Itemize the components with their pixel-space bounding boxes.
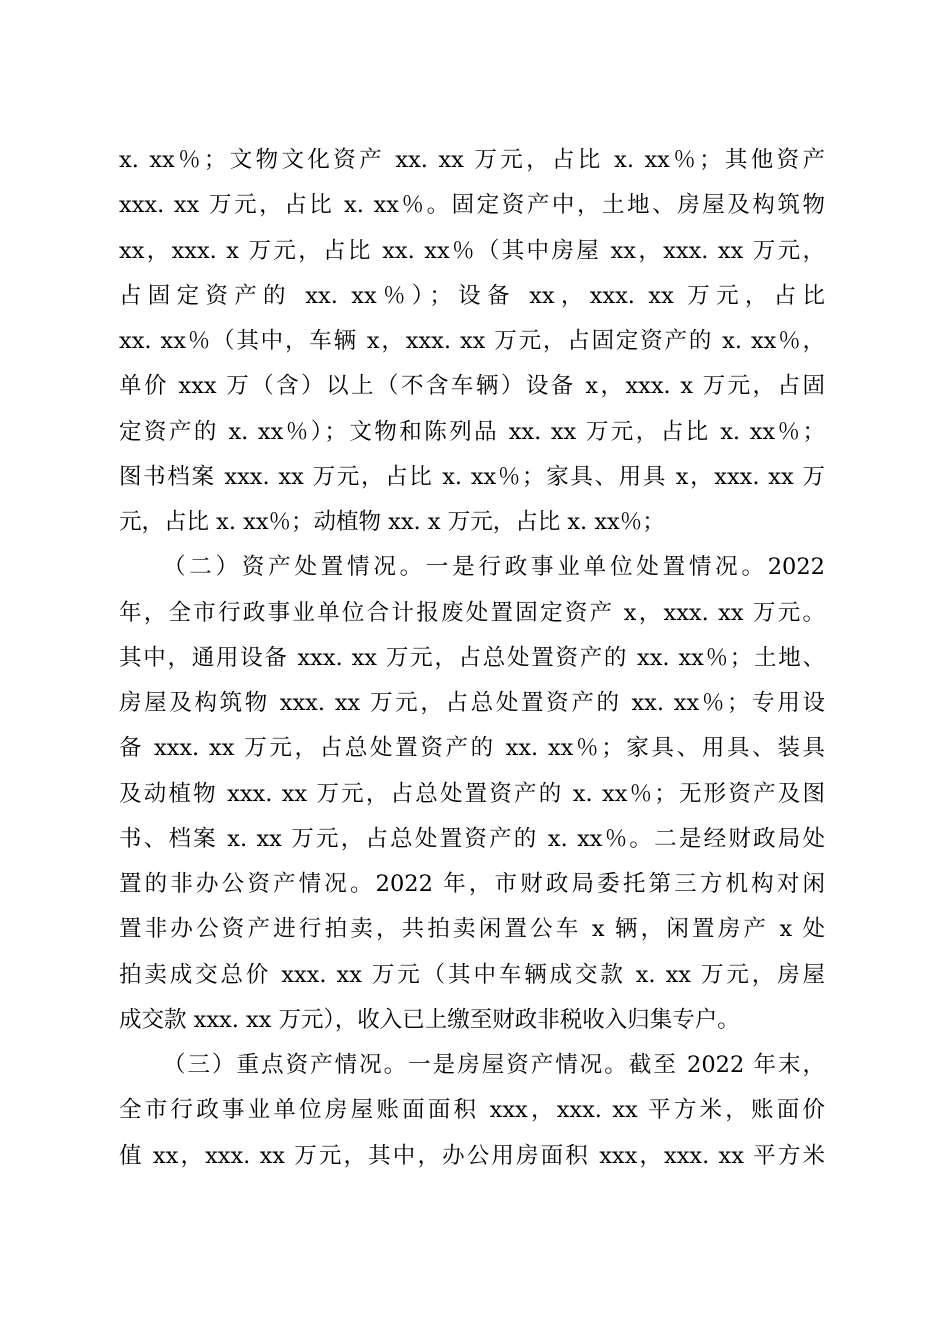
text-line: 置的非办公资产情况。2022 年，市财政局委托第三方机构对闲 xyxy=(119,871,825,897)
text-line: 置非办公资产进行拍卖，共拍卖闲置公车 x 辆，闲置房产 x 处 xyxy=(119,916,825,942)
text-line: xx，xxx. x 万元，占比 xx. xx％（其中房屋 xx，xxx. xx 万元， xyxy=(119,238,825,264)
text-line: 定资产的 x. xx％）；文物和陈列品 xx. xx 万元，占比 x. xx％； xyxy=(119,419,825,445)
text-line: 拍卖成交总价 xxx. xx 万元（其中车辆成交款 x. xx 万元，房屋 xyxy=(119,962,825,988)
text-line: 备 xxx. xx 万元，占总处置资产的 xx. xx％；家具、用具、装具 xyxy=(119,735,825,761)
section-heading-line: （二）资产处置情况。一是行政事业单位处置情况。2022 xyxy=(163,554,825,580)
text-line: 成交款 xxx. xx 万元），收入已上缴至财政非税收入归集专户。 xyxy=(119,1007,740,1033)
text-line: xxx. xx 万元，占比 x. xx％。固定资产中，土地、房屋及构筑物 xyxy=(119,192,825,218)
text-line: 单价 xxx 万（含）以上（不含车辆）设备 x，xxx. x 万元，占固 xyxy=(119,373,825,399)
section-heading-line: （三）重点资产情况。一是房屋资产情况。截至 2022 年末， xyxy=(163,1052,825,1078)
text-line: 元，占比 x. xx％；动植物 xx. x 万元，占比 x. xx％； xyxy=(119,509,665,535)
text-line: 年，全市行政事业单位合计报废处置固定资产 x，xxx. xx 万元。 xyxy=(119,600,825,626)
text-line: 其中，通用设备 xxx. xx 万元，占总处置资产的 xx. xx％；土地、 xyxy=(119,645,825,671)
text-line: 全市行政事业单位房屋账面面积 xxx，xxx. xx 平方米，账面价 xyxy=(119,1097,825,1123)
text-line: x. xx％；文物文化资产 xx. xx 万元，占比 x. xx％；其他资产 xyxy=(119,147,825,173)
text-line: 书、档案 x. xx 万元，占总处置资产的 x. xx％。二是经财政局处 xyxy=(119,826,825,852)
text-line: 及动植物 xxx. xx 万元，占总处置资产的 x. xx％；无形资产及图 xyxy=(119,781,825,807)
text-line: 值 xx，xxx. xx 万元，其中，办公用房面积 xxx，xxx. xx 平方米 xyxy=(119,1143,825,1169)
text-line: xx. xx％（其中，车辆 x，xxx. xx 万元，占固定资产的 x. xx％， xyxy=(119,328,825,354)
text-line: 图书档案 xxx. xx 万元，占比 x. xx％；家具、用具 x，xxx. xx 万 xyxy=(119,464,825,490)
text-line: 房屋及构筑物 xxx. xx 万元，占总处置资产的 xx. xx％；专用设 xyxy=(119,690,825,716)
text-line: 占固定资产的 xx. xx％）；设备 xx，xxx. xx 万元，占比 xyxy=(119,283,825,309)
